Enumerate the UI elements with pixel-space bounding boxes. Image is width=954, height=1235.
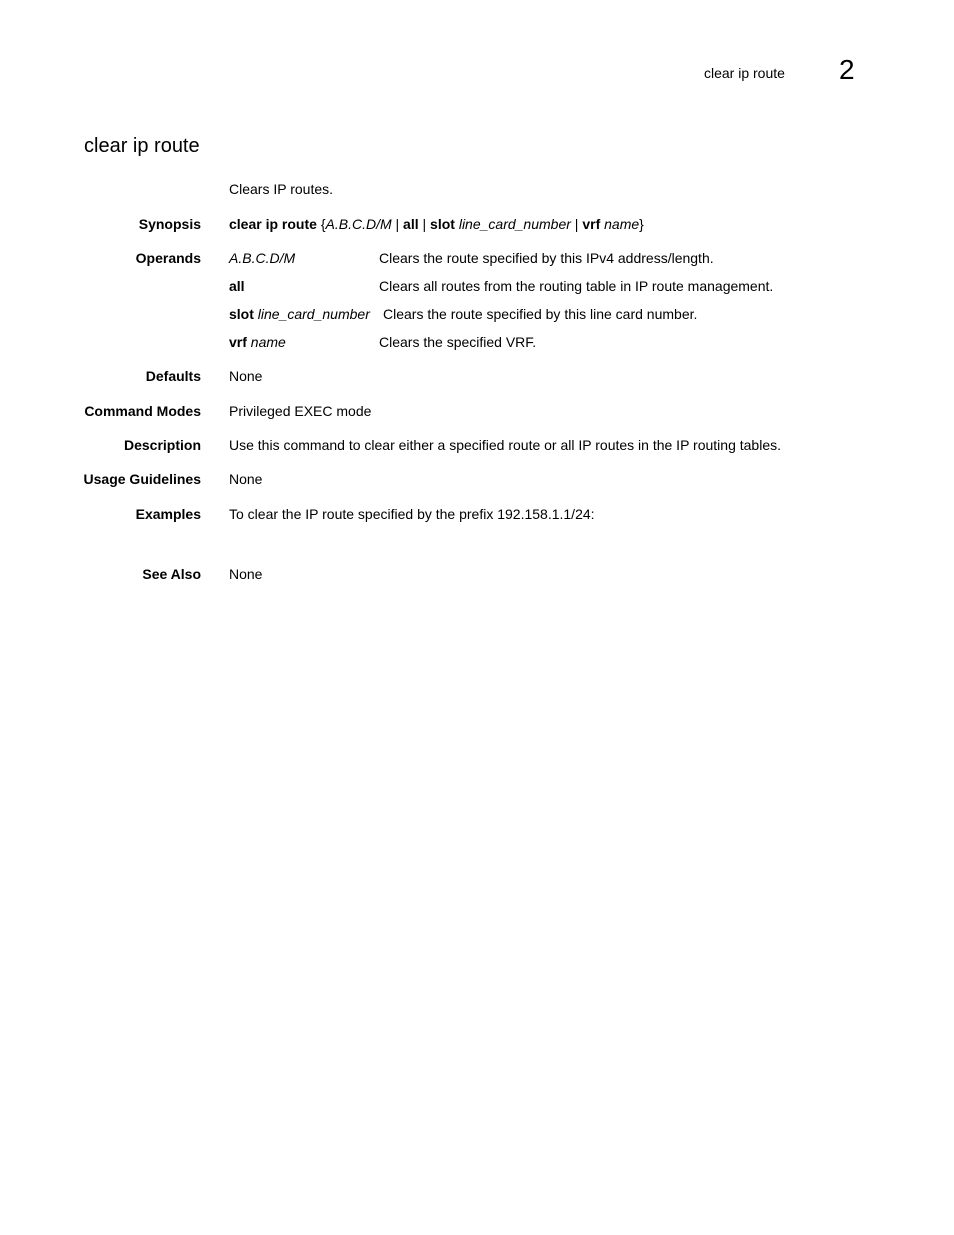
operands-label: Operands <box>135 250 201 266</box>
page-title: clear ip route <box>84 135 200 157</box>
defaults-value: None <box>229 368 263 384</box>
command-modes-value: Privileged EXEC mode <box>229 403 372 419</box>
synopsis-keyword-slot: slot <box>430 216 455 232</box>
operand-address-desc: Clears the route specified by this IPv4 address/length. <box>379 250 714 266</box>
command-summary: Clears IP routes. <box>229 181 334 197</box>
examples-value: To clear the IP route specified by the prefix 192.158.1.1/24: <box>229 506 595 522</box>
operand-address-text: A.B.C.D/M <box>229 250 296 266</box>
defaults-label: Defaults <box>145 368 201 384</box>
operand-all-text: all <box>229 278 245 294</box>
operand-vrf-keyword: vrf <box>229 334 247 350</box>
synopsis-separator: | <box>570 216 583 232</box>
synopsis-keyword-all: all <box>403 216 419 232</box>
running-header-title: clear ip route <box>704 65 785 81</box>
operand-slot-name <box>229 306 370 322</box>
operand-address-name <box>229 250 295 266</box>
synopsis-arg-vrf: name <box>604 216 640 232</box>
synopsis-open-brace: { <box>320 216 326 232</box>
operand-slot-desc: Clears the route specified by this line card number. <box>383 306 698 322</box>
command-modes-label: Command Modes <box>84 403 201 419</box>
synopsis-separator: | <box>391 216 404 232</box>
examples-label: Examples <box>135 506 201 522</box>
synopsis-keyword-vrf: vrf <box>582 216 601 232</box>
operand-vrf-arg: name <box>250 334 286 350</box>
chapter-number: 2 <box>839 54 855 85</box>
operand-all-name <box>229 278 245 294</box>
operand-vrf-desc: Clears the specified VRF. <box>379 334 537 350</box>
synopsis-close-brace: } <box>639 216 644 232</box>
see-also-label: See Also <box>142 566 201 582</box>
operand-all-desc: Clears all routes from the routing table in IP route management. <box>379 278 774 294</box>
synopsis-arg-address: A.B.C.D/M <box>325 216 392 232</box>
synopsis-text <box>229 216 644 232</box>
description-value: Use this command to clear either a specified route or all IP routes in the IP routing tables. <box>229 437 781 453</box>
operand-slot-keyword: slot <box>229 306 254 322</box>
synopsis-arg-slot: line_card_number <box>458 216 571 232</box>
usage-guidelines-value: None <box>229 471 263 487</box>
synopsis-separator: | <box>418 216 431 232</box>
synopsis-label: Synopsis <box>138 216 201 232</box>
operand-vrf-name <box>229 334 286 350</box>
operand-slot-arg: line_card_number <box>257 306 370 322</box>
synopsis-command: clear ip route <box>229 216 317 232</box>
usage-guidelines-label: Usage Guidelines <box>83 471 201 487</box>
description-label: Description <box>123 437 201 453</box>
see-also-value: None <box>229 566 263 582</box>
